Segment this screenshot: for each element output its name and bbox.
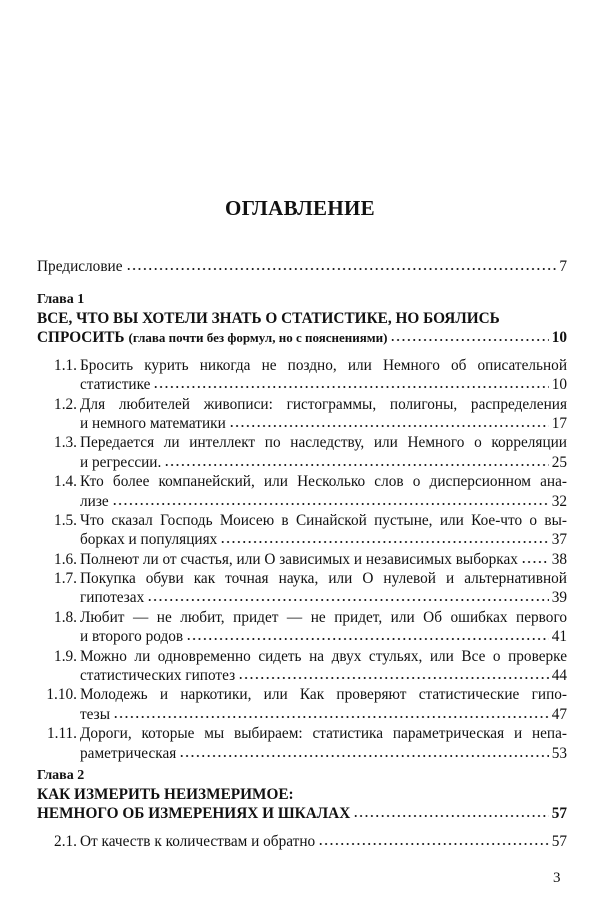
section-number: 1.6. xyxy=(54,550,77,568)
toc-entry xyxy=(37,511,567,550)
toc-entry xyxy=(37,724,567,763)
section-text: и немного математики xyxy=(80,414,226,432)
dot-leader xyxy=(186,637,549,641)
section-line: Любит — не любит, придет — не придет, или Об ошибках первого xyxy=(80,608,567,626)
chapter-title-line xyxy=(37,328,567,347)
section-number: 1.7. xyxy=(54,570,77,588)
section-page: 17 xyxy=(551,414,567,432)
preface-label: Предисловие xyxy=(37,258,123,275)
dot-leader xyxy=(126,267,557,271)
dot-leader xyxy=(238,676,549,680)
chapter-label: Глава 2 xyxy=(37,768,85,783)
toc-entry xyxy=(37,647,567,686)
chapter-title-line xyxy=(37,804,567,823)
chapter-title-text: ВСЕ, ЧТО ВЫ ХОТЕЛИ ЗНАТЬ О СТАТИСТИКЕ, НО БОЯЛИСЬ xyxy=(37,310,500,327)
chapter-page: 10 xyxy=(551,329,567,347)
dot-leader xyxy=(521,560,549,564)
section-body xyxy=(80,511,567,550)
section-line: Что сказал Господь Моисею в Синайской пустыне, или Кое-что о вы- xyxy=(80,511,567,529)
chapter-page: 57 xyxy=(551,805,567,823)
section-line xyxy=(80,550,567,569)
section-page: 10 xyxy=(551,376,567,394)
section-number: 1.3. xyxy=(54,434,77,452)
dot-leader xyxy=(220,540,548,544)
dot-leader xyxy=(153,385,548,389)
section-body xyxy=(80,433,567,472)
toc-entry xyxy=(37,433,567,472)
section-text: лизе xyxy=(80,492,109,510)
section-page: 25 xyxy=(551,453,567,471)
section-text: раметрическая xyxy=(80,744,177,762)
section-body xyxy=(80,608,567,647)
section-text: Полнеют ли от счастья, или О зависимых и независимых выборках xyxy=(80,550,518,568)
section-page: 37 xyxy=(551,531,567,549)
toc-entry xyxy=(37,608,567,647)
section-text: борках и популяциях xyxy=(80,531,218,549)
section-list xyxy=(37,356,567,763)
section-line xyxy=(80,627,567,646)
chapter-title-line xyxy=(37,309,567,328)
page-number: 3 xyxy=(553,870,561,886)
section-number: 1.8. xyxy=(54,608,77,626)
chapter-title-text: НЕМНОГО ОБ ИЗМЕРЕНИЯХ И ШКАЛАХ xyxy=(37,805,351,823)
section-line xyxy=(80,414,567,433)
section-text: и второго родов xyxy=(80,628,184,646)
section-body xyxy=(80,647,567,686)
section-line: Кто более компанейский, или Несколько слов о дисперсионном ана- xyxy=(80,473,567,491)
section-line xyxy=(80,453,567,472)
section-number: 1.11. xyxy=(46,725,77,743)
section-page: 53 xyxy=(551,744,567,762)
toc-entry xyxy=(37,472,567,511)
section-line: Бросить курить никогда не поздно, или Немного об описательной xyxy=(80,356,567,374)
toc-entry xyxy=(37,832,567,851)
dot-leader xyxy=(113,715,549,719)
chapter-title-line xyxy=(37,785,567,804)
dot-leader xyxy=(229,424,549,428)
dot-leader xyxy=(164,463,548,467)
dot-leader xyxy=(147,598,548,602)
section-line xyxy=(80,530,567,549)
preface-page: 7 xyxy=(559,258,567,275)
chapter-title-text: КАК ИЗМЕРИТЬ НЕИЗМЕРИМОЕ: xyxy=(37,786,294,803)
section-number: 1.9. xyxy=(54,647,77,665)
section-page: 41 xyxy=(551,628,567,646)
section-line: Можно ли одновременно сидеть на двух стульях, или Все о проверке xyxy=(80,647,567,665)
toc-chapter-1 xyxy=(37,290,567,763)
section-number: 1.4. xyxy=(54,473,77,491)
dot-leader xyxy=(179,754,548,758)
section-body xyxy=(80,472,567,511)
section-text: тезы xyxy=(80,705,110,723)
section-line: Передается ли интеллект по наследству, или Немного о корреляции xyxy=(80,434,567,452)
chapter-label: Глава 1 xyxy=(37,292,85,307)
dot-leader xyxy=(353,814,548,818)
section-number: 1.10. xyxy=(46,686,77,704)
section-text: От качеств к количествам и обратно xyxy=(80,832,316,850)
section-line xyxy=(80,375,567,394)
section-body xyxy=(80,724,567,763)
dot-leader xyxy=(112,502,549,506)
section-page: 57 xyxy=(551,832,567,850)
toc-entry xyxy=(37,569,567,608)
toc-preface xyxy=(37,257,567,276)
section-line: Для любителей живописи: гистограммы, полигоны, распределения xyxy=(80,395,567,413)
section-body xyxy=(80,550,567,569)
section-line: Покупка обуви как точная наука, или О нулевой и альтернативной xyxy=(80,570,567,588)
toc-chapter-2 xyxy=(37,766,567,851)
dot-leader xyxy=(390,338,548,342)
section-line xyxy=(80,705,567,724)
section-number: 1.2. xyxy=(54,395,77,413)
section-body xyxy=(80,356,567,395)
section-body xyxy=(80,685,567,724)
section-page: 38 xyxy=(551,550,567,568)
section-line xyxy=(80,832,567,851)
toc-entry xyxy=(37,356,567,395)
section-body xyxy=(80,569,567,608)
section-page: 47 xyxy=(551,705,567,723)
section-line xyxy=(80,588,567,607)
section-text: и регрессии. xyxy=(80,453,162,471)
section-text: статистических гипотез xyxy=(80,667,236,685)
toc-entry xyxy=(37,685,567,724)
section-text: статистике xyxy=(80,376,151,394)
section-list xyxy=(37,832,567,851)
section-line xyxy=(80,666,567,685)
section-line: Молодежь и наркотики, или Как проверяют статистические гипо- xyxy=(80,686,567,704)
section-text: гипотезах xyxy=(80,589,145,607)
section-line xyxy=(80,492,567,511)
toc-entry xyxy=(37,550,567,569)
section-line xyxy=(80,744,567,763)
chapter-subtitle: (глава почти без формул, но с пояснениями) xyxy=(128,330,388,346)
section-number: 1.1. xyxy=(54,356,77,374)
section-number: 2.1. xyxy=(54,832,77,850)
section-number: 1.5. xyxy=(54,511,77,529)
dot-leader xyxy=(318,842,549,846)
toc-entry xyxy=(37,395,567,434)
page-title: ОГЛАВЛЕНИЕ xyxy=(225,196,375,220)
section-body xyxy=(80,395,567,434)
section-body xyxy=(80,832,567,851)
section-page: 39 xyxy=(551,589,567,607)
section-line: Дороги, которые мы выбираем: статистика параметрическая и непа- xyxy=(80,725,567,743)
chapter-title-text: СПРОСИТЬ xyxy=(37,329,125,347)
section-page: 44 xyxy=(551,667,567,685)
section-page: 32 xyxy=(551,492,567,510)
